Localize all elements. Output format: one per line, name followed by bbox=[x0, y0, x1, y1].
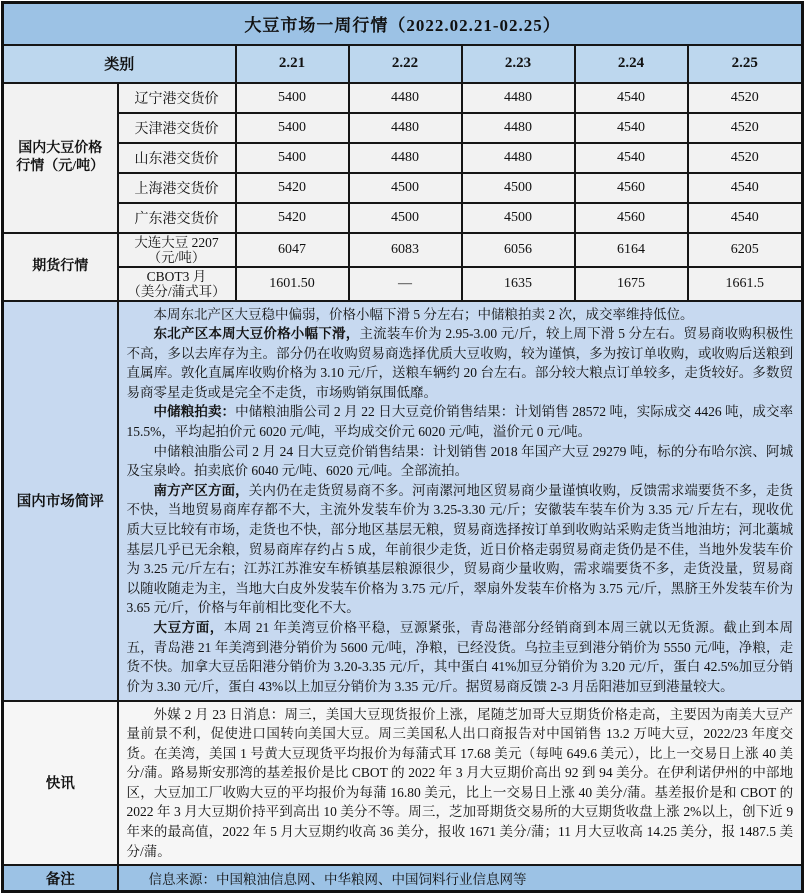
futures-contract-name: 大连大豆 2207 bbox=[134, 234, 219, 250]
commentary-paragraph: 大豆方面，本周 21 年美湾豆价格平稳，豆源紧张，青岛港部分经销商到本周三就以无货源。截止到本周五，青岛港 21 年美湾到港分销价为 5600 元/吨，净粮，已经没货。乌拉圭豆到港分销价为 5550 元/吨，净粮，走货不快。加拿大豆岳阳港分销价为 3.20-3.35 元/斤，其中蛋白 41%加豆分销价为 3.20 元/斤，蛋白 42.5%加豆分销价为 3.30 元/斤，蛋白 43%以上加豆分销价为 3.35 元/斤。据贸易商反馈 2-3 月岳阳港加豆到港量较大。 bbox=[126, 620, 794, 694]
remark-section-label: 备注 bbox=[3, 865, 118, 892]
price-cell: 4540 bbox=[575, 143, 688, 173]
express-section-label: 快讯 bbox=[3, 701, 118, 866]
commentary-paragraph: 中储粮拍卖：中储粮油脂公司 2 月 22 日大豆竞价销售结果：计划销售 28572 吨，实际成交 4426 吨，成交率 15.5%，平均起拍价元 6020 元/吨，平均成交价元 6020 元/吨，溢价元 0 元/吨。 bbox=[126, 404, 794, 440]
express-text-block bbox=[118, 701, 803, 866]
price-cell: 4480 bbox=[462, 143, 575, 173]
price-cell: 4540 bbox=[688, 203, 803, 233]
row-label: 天津港交货价 bbox=[118, 113, 236, 143]
price-cell: 1635 bbox=[462, 267, 575, 301]
price-cell: 4540 bbox=[575, 113, 688, 143]
price-cell: 4520 bbox=[688, 113, 803, 143]
table-row bbox=[3, 113, 803, 143]
commentary-paragraph: 中储粮油脂公司 2 月 24 日大豆竞价销售结果：计划销售 2018 年国产大豆 29279 吨，标的分布哈尔滨、阿城及宝泉岭。拍卖底价 6040 元/吨、6020 元/吨。全部流拍。 bbox=[126, 443, 794, 479]
price-cell: 1601.50 bbox=[236, 267, 349, 301]
category-header: 类别 bbox=[3, 45, 236, 83]
price-cell: 4480 bbox=[349, 143, 462, 173]
price-cell: 1661.5 bbox=[688, 267, 803, 301]
table-row bbox=[3, 203, 803, 233]
price-cell: 4500 bbox=[462, 173, 575, 203]
header-row bbox=[3, 45, 803, 83]
futures-contract-unit: （元/吨） bbox=[147, 249, 206, 265]
price-cell: 4560 bbox=[575, 173, 688, 203]
soybean-weekly-report bbox=[0, 1, 800, 888]
price-cell: 5420 bbox=[236, 173, 349, 203]
table-row bbox=[3, 83, 803, 113]
price-cell: 4540 bbox=[688, 173, 803, 203]
commentary-section-label: 国内市场简评 bbox=[3, 301, 118, 701]
price-cell: 5420 bbox=[236, 203, 349, 233]
row-label bbox=[118, 233, 236, 267]
price-cell: 6083 bbox=[349, 233, 462, 267]
price-cell: 4540 bbox=[575, 83, 688, 113]
price-cell: 5400 bbox=[236, 113, 349, 143]
market-report-table bbox=[1, 1, 804, 893]
futures-contract-unit: （美分/蒲式耳） bbox=[127, 283, 226, 299]
date-column-header: 2.21 bbox=[236, 45, 349, 83]
futures-contract-name: CBOT3 月 bbox=[146, 268, 207, 284]
date-column-header: 2.24 bbox=[575, 45, 688, 83]
row-label: 山东港交货价 bbox=[118, 143, 236, 173]
remark-row bbox=[3, 865, 803, 892]
price-cell: 4520 bbox=[688, 83, 803, 113]
price-cell: 4480 bbox=[462, 83, 575, 113]
price-cell: 6205 bbox=[688, 233, 803, 267]
price-cell: 4480 bbox=[349, 113, 462, 143]
commentary-paragraph: 南方产区方面，关内仍在走货贸易商不多。河南漯河地区贸易商少量谨慎收购，反馈需求端要货不多，走货不快，当地贸易商库存都不大，主流外发装车价为 3.25-3.30 元/斤；安徽装车装车价为 3.35 元/ 斤左右，现收优质大豆比较有市场，走货也不快，部分地区基层无粮，贸易商选择按订单到收购站采购走货当地油坊；河北藁城基层几乎已无余粮，贸易商库存约占 5 成，年前很少走货，近日价格走弱贸易商走货仍是不佳，当地外发装车价为 3.25 元/斤左右；江苏江苏淮安车桥镇基层粮源很少，贸易商少量收购，需求端要货不多，走货没量，贸易商以随收随走为主，当地大白皮外发装车价格为 3.75 元/斤，翠扇外发装车价格为 3.75 元/斤，黑脐王外发装车价为 3.65 元/斤，价格与年前相比变化不大。 bbox=[126, 482, 794, 616]
domestic-price-group-label bbox=[3, 83, 118, 233]
row-label: 辽宁港交货价 bbox=[118, 83, 236, 113]
price-cell: 6056 bbox=[462, 233, 575, 267]
date-column-header: 2.22 bbox=[349, 45, 462, 83]
row-label: 广东港交货价 bbox=[118, 203, 236, 233]
price-cell: 4480 bbox=[462, 113, 575, 143]
table-row bbox=[3, 143, 803, 173]
table-row bbox=[3, 233, 803, 267]
row-label: 上海港交货价 bbox=[118, 173, 236, 203]
table-row bbox=[3, 173, 803, 203]
price-cell: 5400 bbox=[236, 143, 349, 173]
date-column-header: 2.25 bbox=[688, 45, 803, 83]
price-cell: 6164 bbox=[575, 233, 688, 267]
price-cell: 4560 bbox=[575, 203, 688, 233]
remark-source-text: 信息来源：中国粮油信息网、中华粮网、中国饲料行业信息网等 bbox=[118, 865, 803, 892]
express-paragraph: 外媒 2 月 23 日消息：周三，美国大豆现货报价上涨，尾随芝加哥大豆期货价格走高，主要因为南美大豆产量前景不利，促使进口国转向美国大豆。周三美国私人出口商报告对中国销售 13.2 万吨大豆，2022/23 年度交货。在美湾，美国 1 号黄大豆现货平均报价为每蒲式耳 17.68 美元（每吨 649.6 美元），比上一交易日上涨 40 美分/蒲。路易斯安那湾的基差报价是比 CBOT 的 2022 年 3 月大豆期价高出 92 到 94 美分。在伊利诺伊州的中部地区，大豆加工厂收购大豆的平均报价为每蒲 16.80 美元，比上一交易日上涨 40 美分/蒲。基差报价是和 CBOT 的 2022 年 3 月大豆期价持平到高出 10 美分不等。周三，芝加哥期货交易所的大豆期货收盘上涨 2%以上，创下近 9 年来的最高值，2022 年 5 月大豆期约收高 36 美分，报收 1671 美分/蒲；11 月大豆收高 14.25 美分，报 1487.5 美分/蒲。 bbox=[126, 706, 794, 859]
price-cell: — bbox=[349, 267, 462, 301]
report-title: 大豆市场一周行情（2022.02.21-02.25） bbox=[3, 3, 803, 45]
date-column-header: 2.23 bbox=[462, 45, 575, 83]
domestic-price-group-text: 国内大豆价格行情（元/吨） bbox=[16, 140, 105, 174]
futures-group-label: 期货行情 bbox=[3, 233, 118, 301]
price-cell: 4500 bbox=[462, 203, 575, 233]
price-cell: 4500 bbox=[349, 173, 462, 203]
express-row bbox=[3, 701, 803, 866]
commentary-row bbox=[3, 301, 803, 701]
price-cell: 6047 bbox=[236, 233, 349, 267]
price-cell: 4480 bbox=[349, 83, 462, 113]
row-label bbox=[118, 267, 236, 301]
table-row bbox=[3, 267, 803, 301]
price-cell: 1675 bbox=[575, 267, 688, 301]
price-cell: 4520 bbox=[688, 143, 803, 173]
commentary-paragraph: 本周东北产区大豆稳中偏弱，价格小幅下滑 5 分左右；中储粮拍卖 2 次，成交率维持低位。 bbox=[153, 306, 694, 322]
price-cell: 4500 bbox=[349, 203, 462, 233]
price-cell: 5400 bbox=[236, 83, 349, 113]
commentary-paragraph: 东北产区本周大豆价格小幅下滑，主流装车价为 2.95-3.00 元/斤，较上周下滑 5 分左右。贸易商收购积极性不高，多以去库存为主。部分仍在收购贸易商选择优质大豆收购，较为谨慎，多为按订单收购，或收购后送粮到直属库。敦化直属库收购价格为 3.10 元/斤，送粮车辆约 20 台左右。部分较大粮点订单较多，走货较好。多数贸易商零星走货或是完全不走货，市场购销氛围低靡。 bbox=[126, 326, 794, 400]
commentary-text-block bbox=[118, 301, 803, 701]
